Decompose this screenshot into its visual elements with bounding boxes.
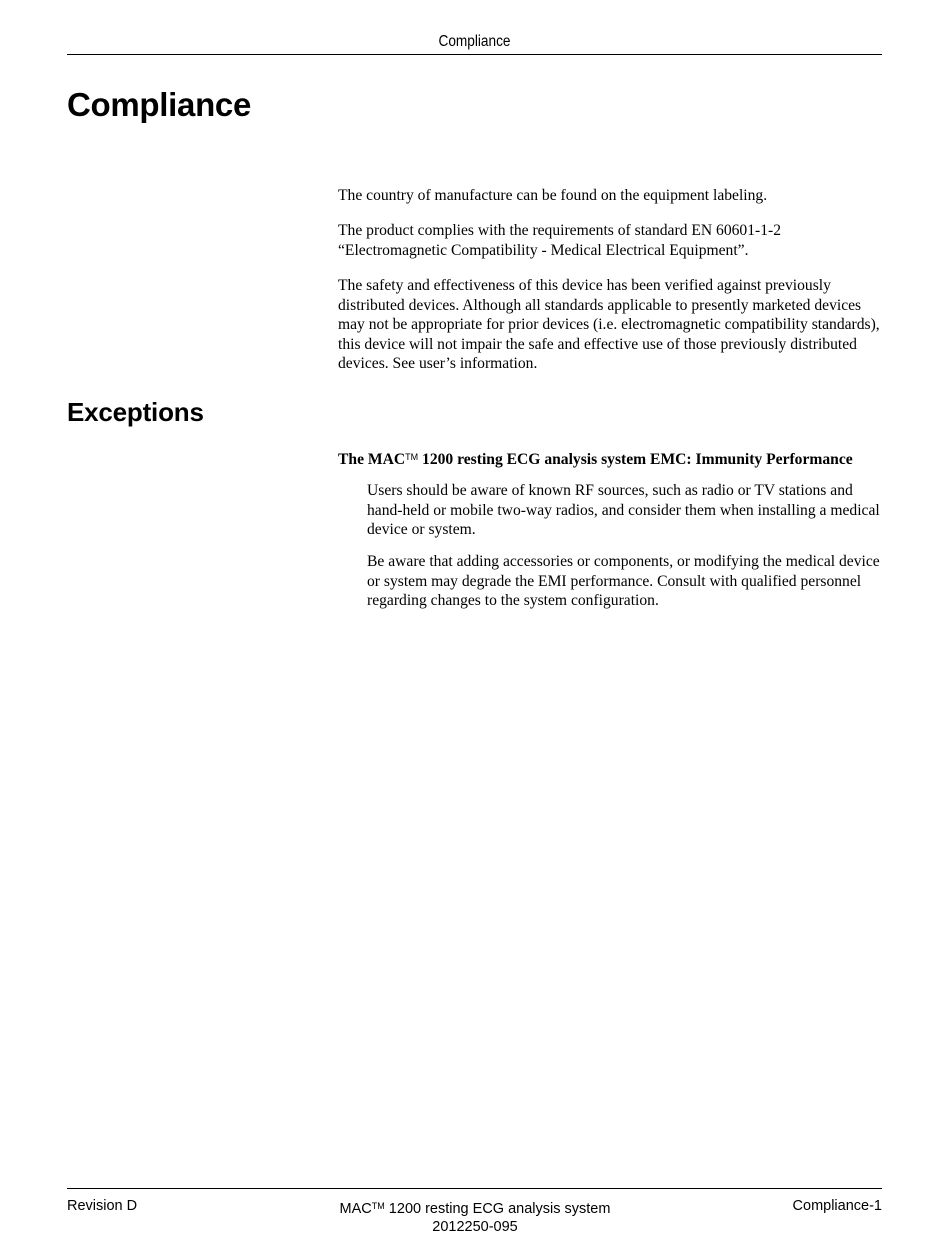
header-divider (67, 54, 882, 55)
exceptions-subheading (338, 448, 898, 470)
footer-part-number: 2012250-095 (432, 1219, 518, 1235)
footer-page-number: Compliance-1 (792, 1198, 882, 1214)
footer-product-prefix: MAC (339, 1201, 372, 1217)
compliance-para-3 (338, 276, 886, 374)
paragraph-text: The product complies with the requirements of standard EN 60601-1-2 “Electromagnetic Compatibility - Medical Electrical Equipment”. (338, 222, 782, 259)
running-header: Compliance (438, 33, 511, 50)
paragraph-text: Users should be aware of known RF sources, such as radio or TV stations and hand-held or mobile two-way radios, and consider them when installing a medical device or system. (367, 482, 880, 538)
compliance-para-1 (338, 186, 886, 206)
footer-trademark-mark: TM (371, 1201, 385, 1211)
subheading-suffix: 1200 resting ECG analysis system EMC: Immunity Performance (418, 451, 853, 468)
footer-divider (67, 1188, 882, 1189)
paragraph-text: Be aware that adding accessories or components, or modifying the medical device or system may degrade the EMI performance. Consult with qualified personnel regarding changes to the system configuration. (367, 553, 880, 609)
page-title: Compliance (67, 86, 252, 123)
paragraph-text: The country of manufacture can be found on the equipment labeling. (338, 187, 768, 204)
footer-revision: Revision D (67, 1198, 138, 1214)
footer-product-name (275, 1197, 675, 1218)
footer-product-suffix: 1200 resting ECG analysis system (384, 1201, 611, 1217)
exceptions-para-1 (367, 481, 885, 540)
compliance-para-2 (338, 221, 808, 260)
exceptions-para-2 (367, 552, 885, 611)
footer-product (275, 1197, 675, 1236)
subheading-prefix: The MAC (338, 451, 406, 468)
section-title-exceptions: Exceptions (67, 397, 204, 427)
trademark-mark: TM (405, 452, 419, 462)
paragraph-text: The safety and effectiveness of this device has been verified against previously distributed devices. Although all standards applicable to presently marketed devices may not be appropriate for prior devices (i.e. electromagnetic compatibility standards), this device will not impair the safe and effective use of those previously distributed devices. See user’s information. (338, 277, 880, 372)
